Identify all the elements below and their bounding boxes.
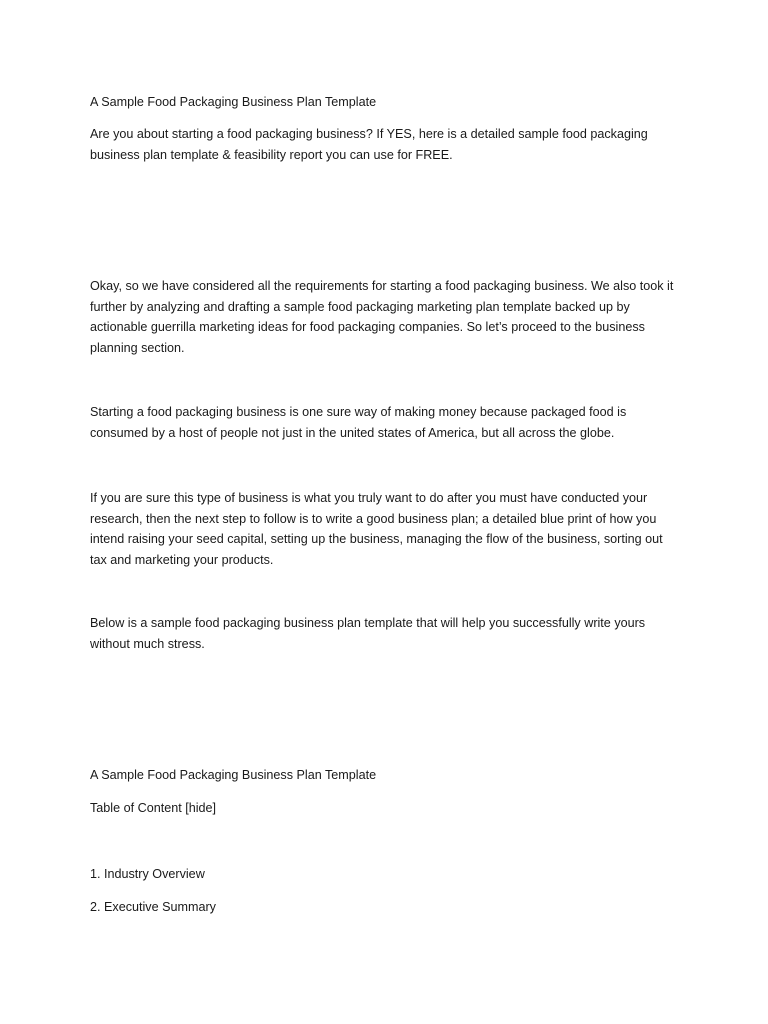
body-paragraph: Okay, so we have considered all the requirements for starting a food packaging business. We also took it further by analyzing and drafting a sample food packaging marketing plan template backed up by actionable guerrilla marketing ideas for food packaging companies. So let’s proceed to the business planning section. (90, 279, 674, 355)
body-paragraph: If you are sure this type of business is what you truly want to do after you must have conducted your research, then the next step to follow is to write a good business plan; a detailed blue print of how you intend raising your seed capital, setting up the business, managing the flow of the business, sorting out tax and marketing your products. (90, 491, 663, 567)
document-title: A Sample Food Packaging Business Plan Template (90, 95, 377, 109)
body-paragraph: Below is a sample food packaging business plan template that will help you successfully write yours without much stress. (90, 616, 646, 651)
toc-item-executive-summary: 2. Executive Summary (90, 900, 216, 914)
section-title: A Sample Food Packaging Business Plan Template (90, 768, 377, 782)
body-paragraph: Starting a food packaging business is one sure way of making money because packaged food is consumed by a host of people not just in the united states of America, but all across the globe. (90, 405, 627, 440)
intro-paragraph: Are you about starting a food packaging business? If YES, here is a detailed sample food packaging business plan template & feasibility report you can use for FREE. (90, 127, 648, 162)
toc-item-industry-overview: 1. Industry Overview (90, 867, 205, 881)
table-of-content-heading: Table of Content [hide] (90, 801, 217, 815)
